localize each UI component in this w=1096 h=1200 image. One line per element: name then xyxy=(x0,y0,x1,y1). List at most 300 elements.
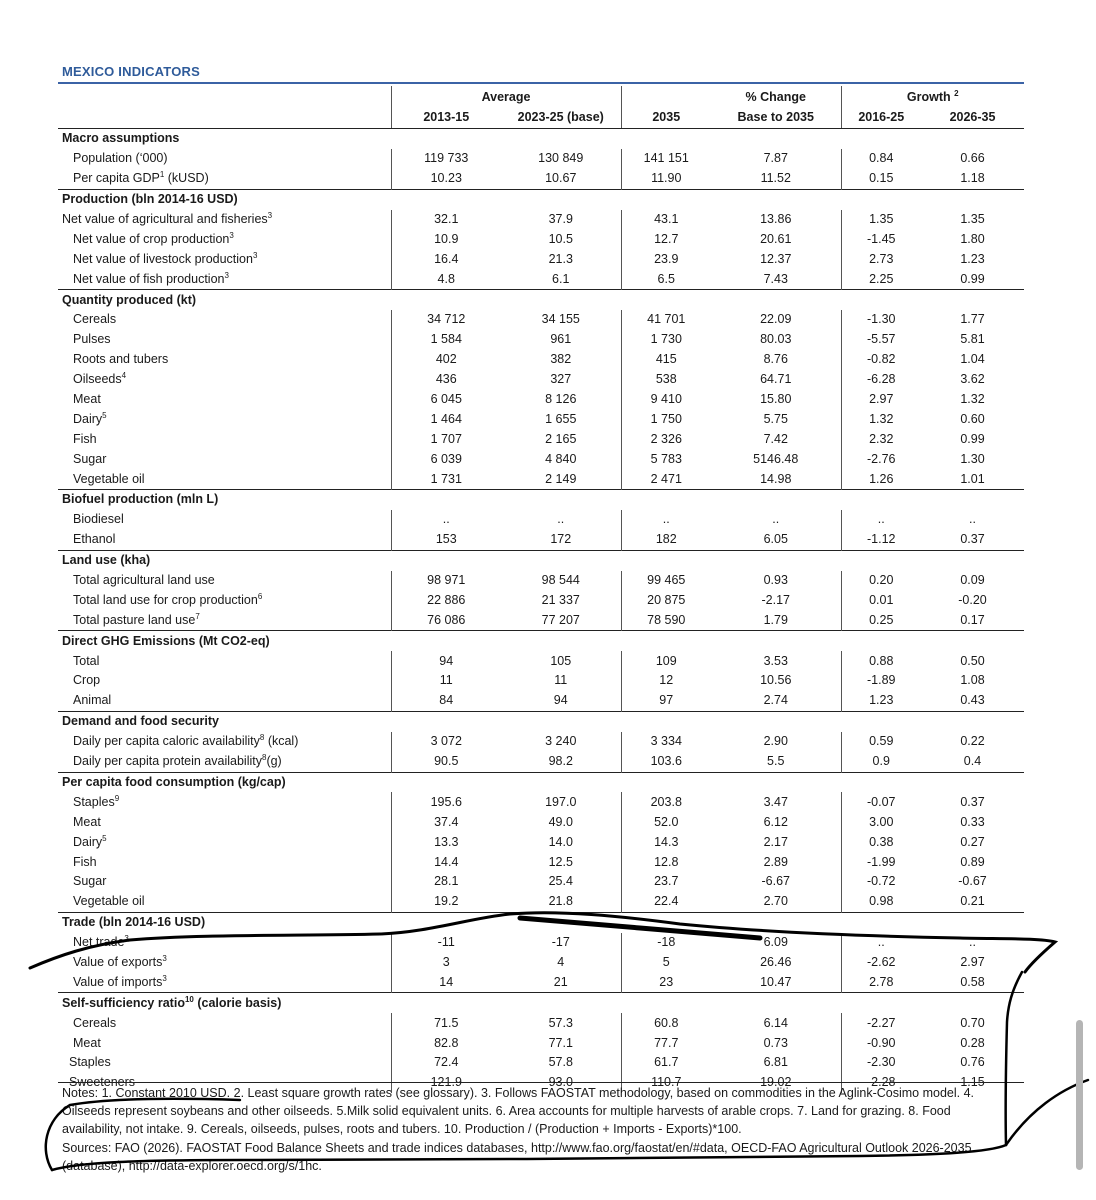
cell-value: -1.99 xyxy=(841,852,921,872)
row-label-text: Vegetable oil xyxy=(73,894,145,909)
cell-value: 34 712 xyxy=(391,310,501,330)
cell-value: 141 151 xyxy=(621,149,711,169)
row-label xyxy=(58,1033,391,1053)
cell-value: 6 039 xyxy=(391,449,501,469)
row-label xyxy=(58,409,391,429)
table-row xyxy=(58,852,1024,872)
table-row xyxy=(58,269,1024,289)
row-label-text: Fish xyxy=(73,431,97,446)
cell-value: 2.89 xyxy=(763,854,788,869)
cell-value: 3 334 xyxy=(621,732,711,752)
cell-value: 961 xyxy=(550,332,572,347)
row-label xyxy=(58,229,391,249)
row-label xyxy=(58,872,391,892)
cell-value: 103.6 xyxy=(621,752,711,772)
row-label xyxy=(58,691,391,711)
cell-value: 0.99 xyxy=(960,431,985,446)
table-row xyxy=(58,590,1024,610)
row-label xyxy=(58,429,391,449)
cell-value: 2 326 xyxy=(621,429,711,449)
cell-value: 2.90 xyxy=(763,734,788,749)
table-row xyxy=(58,732,1024,752)
cell-value: -2.27 xyxy=(841,1013,921,1033)
table-row xyxy=(58,671,1024,691)
cell-value: 6.14 xyxy=(763,1015,788,1030)
cell-value: 28.1 xyxy=(391,872,501,892)
table-row xyxy=(58,530,1024,550)
row-label xyxy=(58,449,391,469)
cell-value: 1.30 xyxy=(960,451,985,466)
section-title-text: Direct GHG Emissions (Mt CO2-eq) xyxy=(62,633,270,648)
footnote-marker: 5 xyxy=(102,410,107,420)
cell-value: 4 840 xyxy=(545,451,577,466)
section-title-text: Land use (kha) xyxy=(62,553,151,568)
cell-value: 2.73 xyxy=(841,249,921,269)
cell-value: 2.32 xyxy=(841,429,921,449)
row-label-text: Net value of agricultural and fisheries xyxy=(62,212,268,226)
cell-value: 12.7 xyxy=(621,229,711,249)
cell-value: 1.35 xyxy=(841,210,921,230)
cell-value: -17 xyxy=(551,935,570,950)
cell-value: 11.52 xyxy=(760,171,791,186)
cell-value: .. xyxy=(969,512,976,527)
table-row xyxy=(58,510,1024,530)
footnote-marker: 3 xyxy=(229,230,234,240)
section-title-text: Trade (bln 2014-16 USD) xyxy=(62,915,206,930)
cell-value: 77.7 xyxy=(621,1033,711,1053)
cell-value: 34 155 xyxy=(541,312,580,327)
footnote-marker: 8 xyxy=(259,733,265,742)
row-label xyxy=(58,571,391,591)
cell-value: 23.7 xyxy=(621,872,711,892)
cell-value: 2 149 xyxy=(545,471,577,486)
cell-value: 22.09 xyxy=(760,312,792,327)
row-label xyxy=(58,651,391,671)
cell-value: 436 xyxy=(391,370,501,390)
cell-value: 197.0 xyxy=(545,794,577,809)
cell-value: 0.38 xyxy=(841,832,921,852)
cell-value: 10.5 xyxy=(548,231,573,246)
cell-value: 12.8 xyxy=(621,852,711,872)
row-label-text: Total agricultural land use xyxy=(73,573,215,588)
cell-value: -5.57 xyxy=(841,330,921,350)
section-row xyxy=(58,290,1024,310)
row-label-text: Meat xyxy=(73,392,101,407)
header-average: Average xyxy=(391,86,621,106)
cell-value: 1 750 xyxy=(621,409,711,429)
cell-value: 98 971 xyxy=(391,571,501,591)
cell-value: 4.8 xyxy=(391,269,501,289)
row-label xyxy=(58,350,391,370)
section-row xyxy=(58,912,1024,932)
row-label xyxy=(58,832,391,852)
cell-value: 41 701 xyxy=(621,310,711,330)
cell-value: 37.9 xyxy=(548,212,573,226)
cell-value: 1.18 xyxy=(960,171,985,186)
section-row xyxy=(58,711,1024,731)
row-label-text: Per capita GDP xyxy=(73,171,160,186)
header-blank xyxy=(58,86,391,106)
row-label xyxy=(58,370,391,390)
page-title: MEXICO INDICATORS xyxy=(62,64,200,79)
cell-value: 97 xyxy=(621,691,711,711)
cell-value: -11 xyxy=(391,933,501,953)
section-title xyxy=(58,631,1024,651)
cell-value: 402 xyxy=(391,350,501,370)
cell-value: 0.09 xyxy=(960,573,985,588)
cell-value: 15.80 xyxy=(760,392,792,407)
cell-value: 1.26 xyxy=(841,469,921,489)
cell-value: 382 xyxy=(550,352,572,367)
cell-value: 172 xyxy=(550,532,572,547)
table-row xyxy=(58,953,1024,973)
row-label xyxy=(58,510,391,530)
cell-value: 0.76 xyxy=(960,1055,985,1070)
row-label xyxy=(58,390,391,410)
section-title-note: 10 xyxy=(184,994,194,1004)
row-label xyxy=(58,792,391,812)
cell-value: -1.12 xyxy=(841,530,921,550)
section-title xyxy=(58,993,1024,1013)
table-row xyxy=(58,409,1024,429)
cell-value: 121.9 xyxy=(391,1073,501,1093)
cell-value: 37.4 xyxy=(391,812,501,832)
title-rule xyxy=(58,82,1024,84)
row-label xyxy=(58,330,391,350)
row-label-text: Sugar xyxy=(73,451,107,466)
cell-value: 21 xyxy=(553,974,568,989)
cell-value: 5.81 xyxy=(960,332,985,347)
cell-value: 14.98 xyxy=(760,471,792,486)
cell-value: 0.27 xyxy=(960,834,985,849)
cell-value: 2 165 xyxy=(545,431,577,446)
cell-value: 1.77 xyxy=(960,312,985,327)
cell-value: 0.4 xyxy=(963,754,982,769)
cell-value: -18 xyxy=(621,933,711,953)
table-row xyxy=(58,1013,1024,1033)
cell-value: 0.25 xyxy=(841,610,921,630)
table-row xyxy=(58,691,1024,711)
cell-value: 8 126 xyxy=(545,392,577,407)
cell-value: 0.21 xyxy=(960,894,985,909)
cell-value: 12 xyxy=(621,671,711,691)
row-label-text: Net trade xyxy=(73,935,125,950)
row-label-text: Sweeteners xyxy=(69,1075,136,1090)
row-label-text: Fish xyxy=(73,854,97,869)
cell-value: 20.61 xyxy=(760,231,792,246)
cell-value: -1.89 xyxy=(841,671,921,691)
cell-value: 3.53 xyxy=(763,653,788,668)
cell-value: 0.43 xyxy=(960,693,985,708)
row-label-text: Staples xyxy=(73,794,115,809)
row-label xyxy=(58,892,391,912)
header-growth-text: Growth xyxy=(906,90,951,104)
cell-value: 23.9 xyxy=(621,249,711,269)
row-label xyxy=(58,1013,391,1033)
section-row xyxy=(58,189,1024,209)
row-label-text: Daily per capita caloric availability xyxy=(73,734,260,749)
cell-value: -0.90 xyxy=(841,1033,921,1053)
cell-value: -1.30 xyxy=(841,310,921,330)
section-title-text: Biofuel production (mln L) xyxy=(62,492,219,507)
cell-value: -1.45 xyxy=(841,229,921,249)
row-label-text: Dairy xyxy=(73,834,103,849)
table-row xyxy=(58,610,1024,630)
cell-value: 23 xyxy=(621,972,711,992)
table-row xyxy=(58,933,1024,953)
footnote-marker: 1 xyxy=(159,170,165,180)
row-label-text: Sugar xyxy=(73,874,107,889)
cell-value: 80.03 xyxy=(760,332,792,347)
section-title xyxy=(58,490,1024,510)
cell-value: 6 045 xyxy=(391,390,501,410)
cell-value: -0.72 xyxy=(841,872,921,892)
table-row xyxy=(58,792,1024,812)
cell-value: 10.47 xyxy=(760,974,792,989)
cell-value: -2.30 xyxy=(841,1053,921,1073)
row-label-text: Total land use for crop production xyxy=(73,592,258,607)
row-label xyxy=(58,953,391,973)
cell-value: 21.3 xyxy=(548,251,573,266)
cell-value: 0.73 xyxy=(763,1035,788,1050)
table-row xyxy=(58,812,1024,832)
table-row xyxy=(58,571,1024,591)
footnote-marker: 3 xyxy=(124,933,129,943)
cell-value: -0.07 xyxy=(841,792,921,812)
footnote-marker: 5 xyxy=(102,833,107,843)
cell-value: 0.88 xyxy=(841,651,921,671)
table-row xyxy=(58,330,1024,350)
row-label-text: Net value of crop production xyxy=(73,231,230,246)
row-label-text: Oilseeds xyxy=(73,372,122,387)
header-growth xyxy=(841,86,1024,106)
cell-value: 10.23 xyxy=(391,169,501,189)
cell-value: 61.7 xyxy=(621,1053,711,1073)
section-title xyxy=(58,711,1024,731)
section-title xyxy=(58,772,1024,792)
cell-value: 19.2 xyxy=(391,892,501,912)
cell-value: 0.17 xyxy=(960,612,985,627)
cell-value: 0.84 xyxy=(841,149,921,169)
cell-value: -0.67 xyxy=(958,874,987,889)
row-label-text: Animal xyxy=(73,693,112,708)
table-row xyxy=(58,972,1024,992)
cell-value: 3 240 xyxy=(545,734,577,749)
cell-value: 1.08 xyxy=(960,673,985,688)
cell-value: 153 xyxy=(391,530,501,550)
cell-value: 13.3 xyxy=(391,832,501,852)
cell-value: 415 xyxy=(621,350,711,370)
cell-value: 5 783 xyxy=(621,449,711,469)
cell-value: 2.17 xyxy=(763,834,788,849)
cell-value: 72.4 xyxy=(391,1053,501,1073)
cell-value: 0.20 xyxy=(841,571,921,591)
row-label-text: Cereals xyxy=(73,312,117,327)
row-label xyxy=(58,671,391,691)
cell-value: 43.1 xyxy=(621,210,711,230)
row-label-text: Biodiesel xyxy=(73,512,124,527)
cell-value: 182 xyxy=(621,530,711,550)
row-label-text: Value of exports xyxy=(73,954,163,969)
cell-value: 3.00 xyxy=(841,812,921,832)
cell-value: 3 xyxy=(391,953,501,973)
cell-value: 0.93 xyxy=(763,573,788,588)
cell-value: .. xyxy=(841,933,921,953)
cell-value: 0.89 xyxy=(960,854,985,869)
row-label-text: Crop xyxy=(73,673,101,688)
cell-value: 1.80 xyxy=(960,231,985,246)
cell-value: 0.70 xyxy=(960,1015,985,1030)
cell-value: -2.28 xyxy=(841,1073,921,1093)
row-label xyxy=(58,732,391,752)
cell-value: 21.8 xyxy=(548,894,573,909)
row-label xyxy=(58,530,391,550)
cell-value: 14.4 xyxy=(391,852,501,872)
cell-value: 203.8 xyxy=(621,792,711,812)
cell-value: 7.87 xyxy=(763,151,788,166)
footnote-marker: 3 xyxy=(224,270,229,280)
row-label-text: Total xyxy=(73,653,100,668)
row-label-text: Net value of livestock production xyxy=(73,251,253,266)
cell-value: 3.62 xyxy=(960,372,985,387)
cell-value: 11.90 xyxy=(621,169,711,189)
cell-value: 12.5 xyxy=(548,854,573,869)
row-label-text: Ethanol xyxy=(73,532,116,547)
section-row xyxy=(58,550,1024,570)
footnote-marker: 3 xyxy=(252,250,258,260)
section-title xyxy=(58,129,1024,149)
row-label xyxy=(58,249,391,269)
cell-value: 2.97 xyxy=(841,390,921,410)
row-label-suffix: (g) xyxy=(266,754,282,769)
cell-value: 1.23 xyxy=(841,691,921,711)
section-title-text: Quantity produced (kt) xyxy=(62,292,197,307)
cell-value: 6.12 xyxy=(763,814,788,829)
table-row xyxy=(58,892,1024,912)
table-row xyxy=(58,149,1024,169)
footnote-marker: 4 xyxy=(121,370,127,380)
row-label xyxy=(58,269,391,289)
cell-value: 10.9 xyxy=(391,229,501,249)
cell-value: 49.0 xyxy=(548,814,573,829)
header-col-g2: 2026-35 xyxy=(921,106,1024,129)
table-row xyxy=(58,229,1024,249)
cell-value: 1 655 xyxy=(545,411,577,426)
cell-value: 6.09 xyxy=(763,935,788,950)
cell-value: 52.0 xyxy=(621,812,711,832)
cell-value: 78 590 xyxy=(621,610,711,630)
cell-value: 14.0 xyxy=(548,834,573,849)
scrollbar-thumb[interactable] xyxy=(1076,1020,1083,1170)
cell-value: 6.05 xyxy=(763,532,788,547)
notes xyxy=(62,1084,1012,1175)
row-label-text: Pulses xyxy=(73,332,111,347)
cell-value: 98 544 xyxy=(541,573,580,588)
cell-value: 20 875 xyxy=(621,590,711,610)
cell-value: 2.78 xyxy=(841,972,921,992)
cell-value: 0.33 xyxy=(960,814,985,829)
cell-value: 1 584 xyxy=(391,330,501,350)
footnote-marker: 3 xyxy=(267,210,273,220)
table-row xyxy=(58,651,1024,671)
notes-text: Notes: 1. Constant 2010 USD. 2. Least square growth rates (see glossary). 3. Follows FAOSTAT methodology, based on commodities in the Aglink-Cosimo model. 4. Oilseeds represent soybeans and other oilseeds. 5.Milk solid equivalent units. 6. Area accounts for multiple harvests of arable crops. 7. Land for grazing. 8. Food availability, not intake. 9. Cereals, oilseeds, pulses, roots and tubers. 10. Production / (Production + Imports - Exports)*100. xyxy=(62,1086,975,1137)
footnote-marker: 6 xyxy=(257,591,263,601)
cell-value: 14 xyxy=(391,972,501,992)
header-col-g1: 2016-25 xyxy=(841,106,921,129)
cell-value: 6.5 xyxy=(621,269,711,289)
cell-value: -6.67 xyxy=(761,874,790,889)
cell-value: .. xyxy=(772,512,780,527)
table-row xyxy=(58,370,1024,390)
cell-value: 16.4 xyxy=(391,249,501,269)
cell-value: 1.01 xyxy=(960,471,985,486)
table-row xyxy=(58,1053,1024,1073)
section-row xyxy=(58,490,1024,510)
table-row xyxy=(58,350,1024,370)
cell-value: -2.62 xyxy=(841,953,921,973)
section-row xyxy=(58,993,1024,1013)
row-label xyxy=(58,972,391,992)
cell-value: 1.32 xyxy=(960,392,985,407)
header-base-to: Base to 2035 xyxy=(711,106,841,129)
row-label xyxy=(58,590,391,610)
cell-value: -2.17 xyxy=(761,592,790,607)
cell-value: 0.66 xyxy=(960,151,985,166)
row-label xyxy=(58,210,391,230)
cell-value: 0.60 xyxy=(960,411,985,426)
table-row xyxy=(58,872,1024,892)
row-label-text: Roots and tubers xyxy=(73,352,169,367)
cell-value: 3.47 xyxy=(763,794,788,809)
section-row xyxy=(58,631,1024,651)
cell-value: 2.74 xyxy=(763,693,788,708)
cell-value: -0.82 xyxy=(841,350,921,370)
cell-value: 90.5 xyxy=(391,752,501,772)
table-row xyxy=(58,449,1024,469)
cell-value: 5 xyxy=(621,953,711,973)
row-label-text: Cereals xyxy=(73,1015,117,1030)
row-label xyxy=(58,149,391,169)
cell-value: 327 xyxy=(550,372,572,387)
cell-value: 1 707 xyxy=(391,429,501,449)
cell-value: 25.4 xyxy=(548,874,573,889)
section-title-text: Per capita food consumption (kg/cap) xyxy=(62,774,286,789)
table-row xyxy=(58,390,1024,410)
cell-value: 0.99 xyxy=(960,271,985,286)
cell-value: .. xyxy=(391,510,501,530)
cell-value: 19.02 xyxy=(760,1075,792,1090)
cell-value: 26.46 xyxy=(760,954,792,969)
row-label-text: Net value of fish production xyxy=(73,271,225,286)
cell-value: 538 xyxy=(621,370,711,390)
cell-value: 195.6 xyxy=(391,792,501,812)
section-title-text: Self-sufficiency ratio xyxy=(62,995,185,1010)
cell-value: 0.98 xyxy=(841,892,921,912)
cell-value: 0.22 xyxy=(960,734,985,749)
cell-value: 2.25 xyxy=(841,269,921,289)
row-label xyxy=(58,310,391,330)
row-label-text: Vegetable oil xyxy=(73,471,145,486)
section-title xyxy=(58,290,1024,310)
row-label-text: Meat xyxy=(73,1035,101,1050)
row-label xyxy=(58,1053,391,1073)
row-label-text: Total pasture land use xyxy=(73,612,196,627)
table-row xyxy=(58,210,1024,230)
cell-value: 10.67 xyxy=(545,171,577,186)
cell-value: 1.23 xyxy=(960,251,985,266)
cell-value: 2 471 xyxy=(621,469,711,489)
footnote-marker: 9 xyxy=(114,793,120,803)
